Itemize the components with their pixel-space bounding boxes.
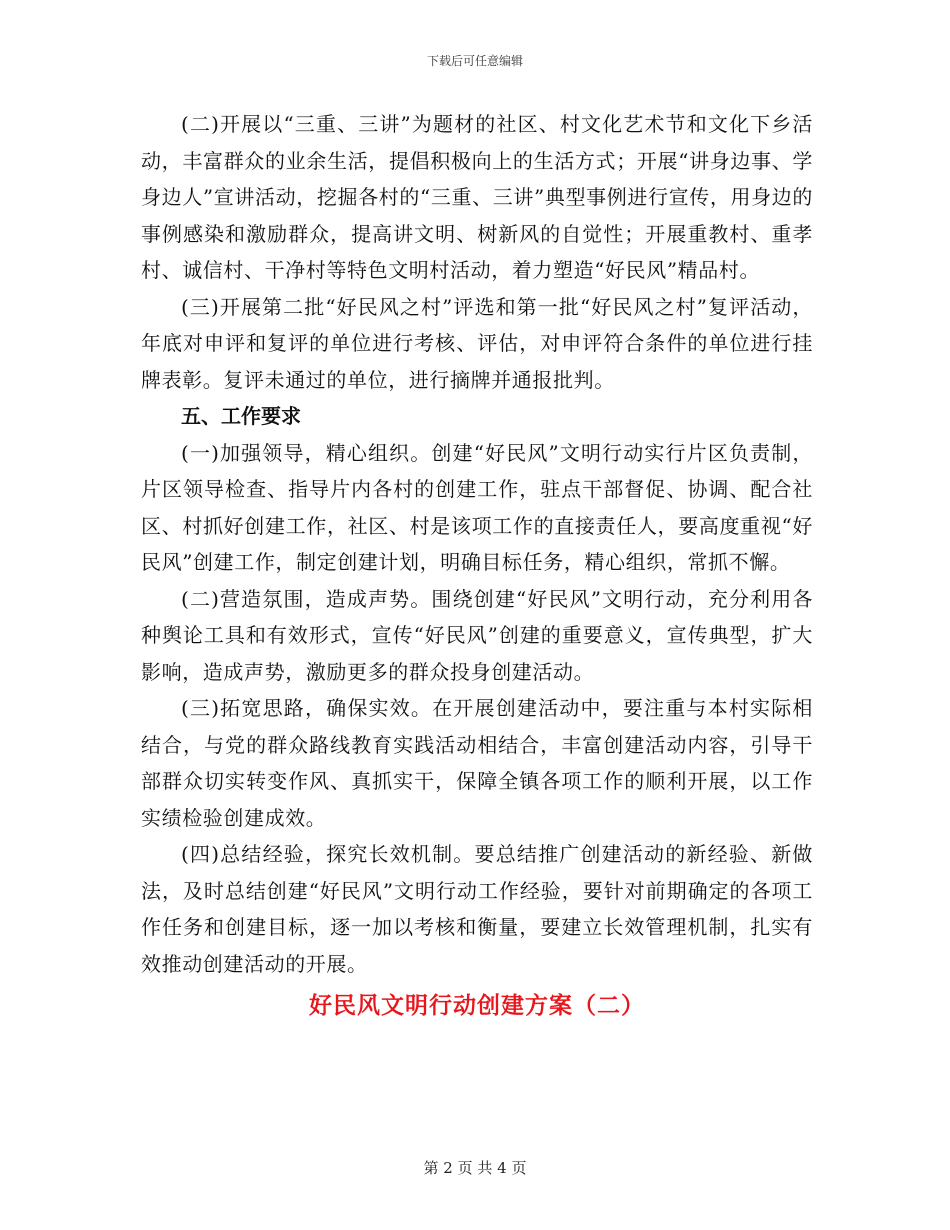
paragraph-activities-2: (二)开展以“三重、三讲”为题材的社区、村文化艺术节和文化下乡活动，丰富群众的业余生活，提倡积极向上的生活方式；开展“讲身边事、学身边人”宣讲活动，挖掘各村的“三重、三讲”典型事例进行宣传，用身边的事例感染和激励群众，提高讲文明、树新风的自觉性；开展重教村、重孝村、诚信村、干净村等特色文明村活动，着力塑造“好民风”精品村。 bbox=[141, 112, 813, 282]
requirement-1: (一)加强领导，精心组织。创建“好民风”文明行动实行片区负责制，片区领导检查、指导片内各村的创建工作，驻点干部督促、协调、配合社区、村抓好创建工作，社区、村是该项工作的直接责任人，要高度重视“好民风”创建工作，制定创建计划，明确目标任务，精心组织，常抓不懈。 bbox=[141, 440, 813, 574]
next-document-title: 好民风文明行动创建方案（二） bbox=[309, 992, 645, 1019]
requirement-2: (二)营造氛围，造成声势。围绕创建“好民风”文明行动，充分利用各种舆论工具和有效形式，宣传“好民风”创建的重要意义，宣传典型，扩大影响，造成声势，激励更多的群众投身创建活动。 bbox=[141, 586, 813, 684]
requirement-4: (四)总结经验，探究长效机制。要总结推广创建活动的新经验、新做法，及时总结创建“好民风”文明行动工作经验，要针对前期确定的各项工作任务和创建目标，逐一加以考核和衡量，要建立长效管理机制，扎实有效推动创建活动的开展。 bbox=[141, 842, 813, 976]
paragraph-activities-3: (三)开展第二批“好民风之村”评选和第一批“好民风之村”复评活动，年底对申评和复评的单位进行考核、评估，对申评符合条件的单位进行挂牌表彰。复评未通过的单位，进行摘牌并通报批判。 bbox=[141, 294, 813, 392]
page-footer: 第 2 页 共 4 页 bbox=[423, 1159, 527, 1177]
section-heading: 五、工作要求 bbox=[181, 404, 301, 428]
page-header: 下载后可任意编辑 bbox=[426, 54, 523, 68]
document-body bbox=[141, 106, 813, 1026]
requirement-3: (三)拓宽思路，确保实效。在开展创建活动中，要注重与本村实际相结合，与党的群众路线教育实践活动相结合，丰富创建活动内容，引导干部群众切实转变作风、真抓实干，保障全镇各项工作的顺利开展，以工作实绩检验创建成效。 bbox=[141, 696, 813, 830]
